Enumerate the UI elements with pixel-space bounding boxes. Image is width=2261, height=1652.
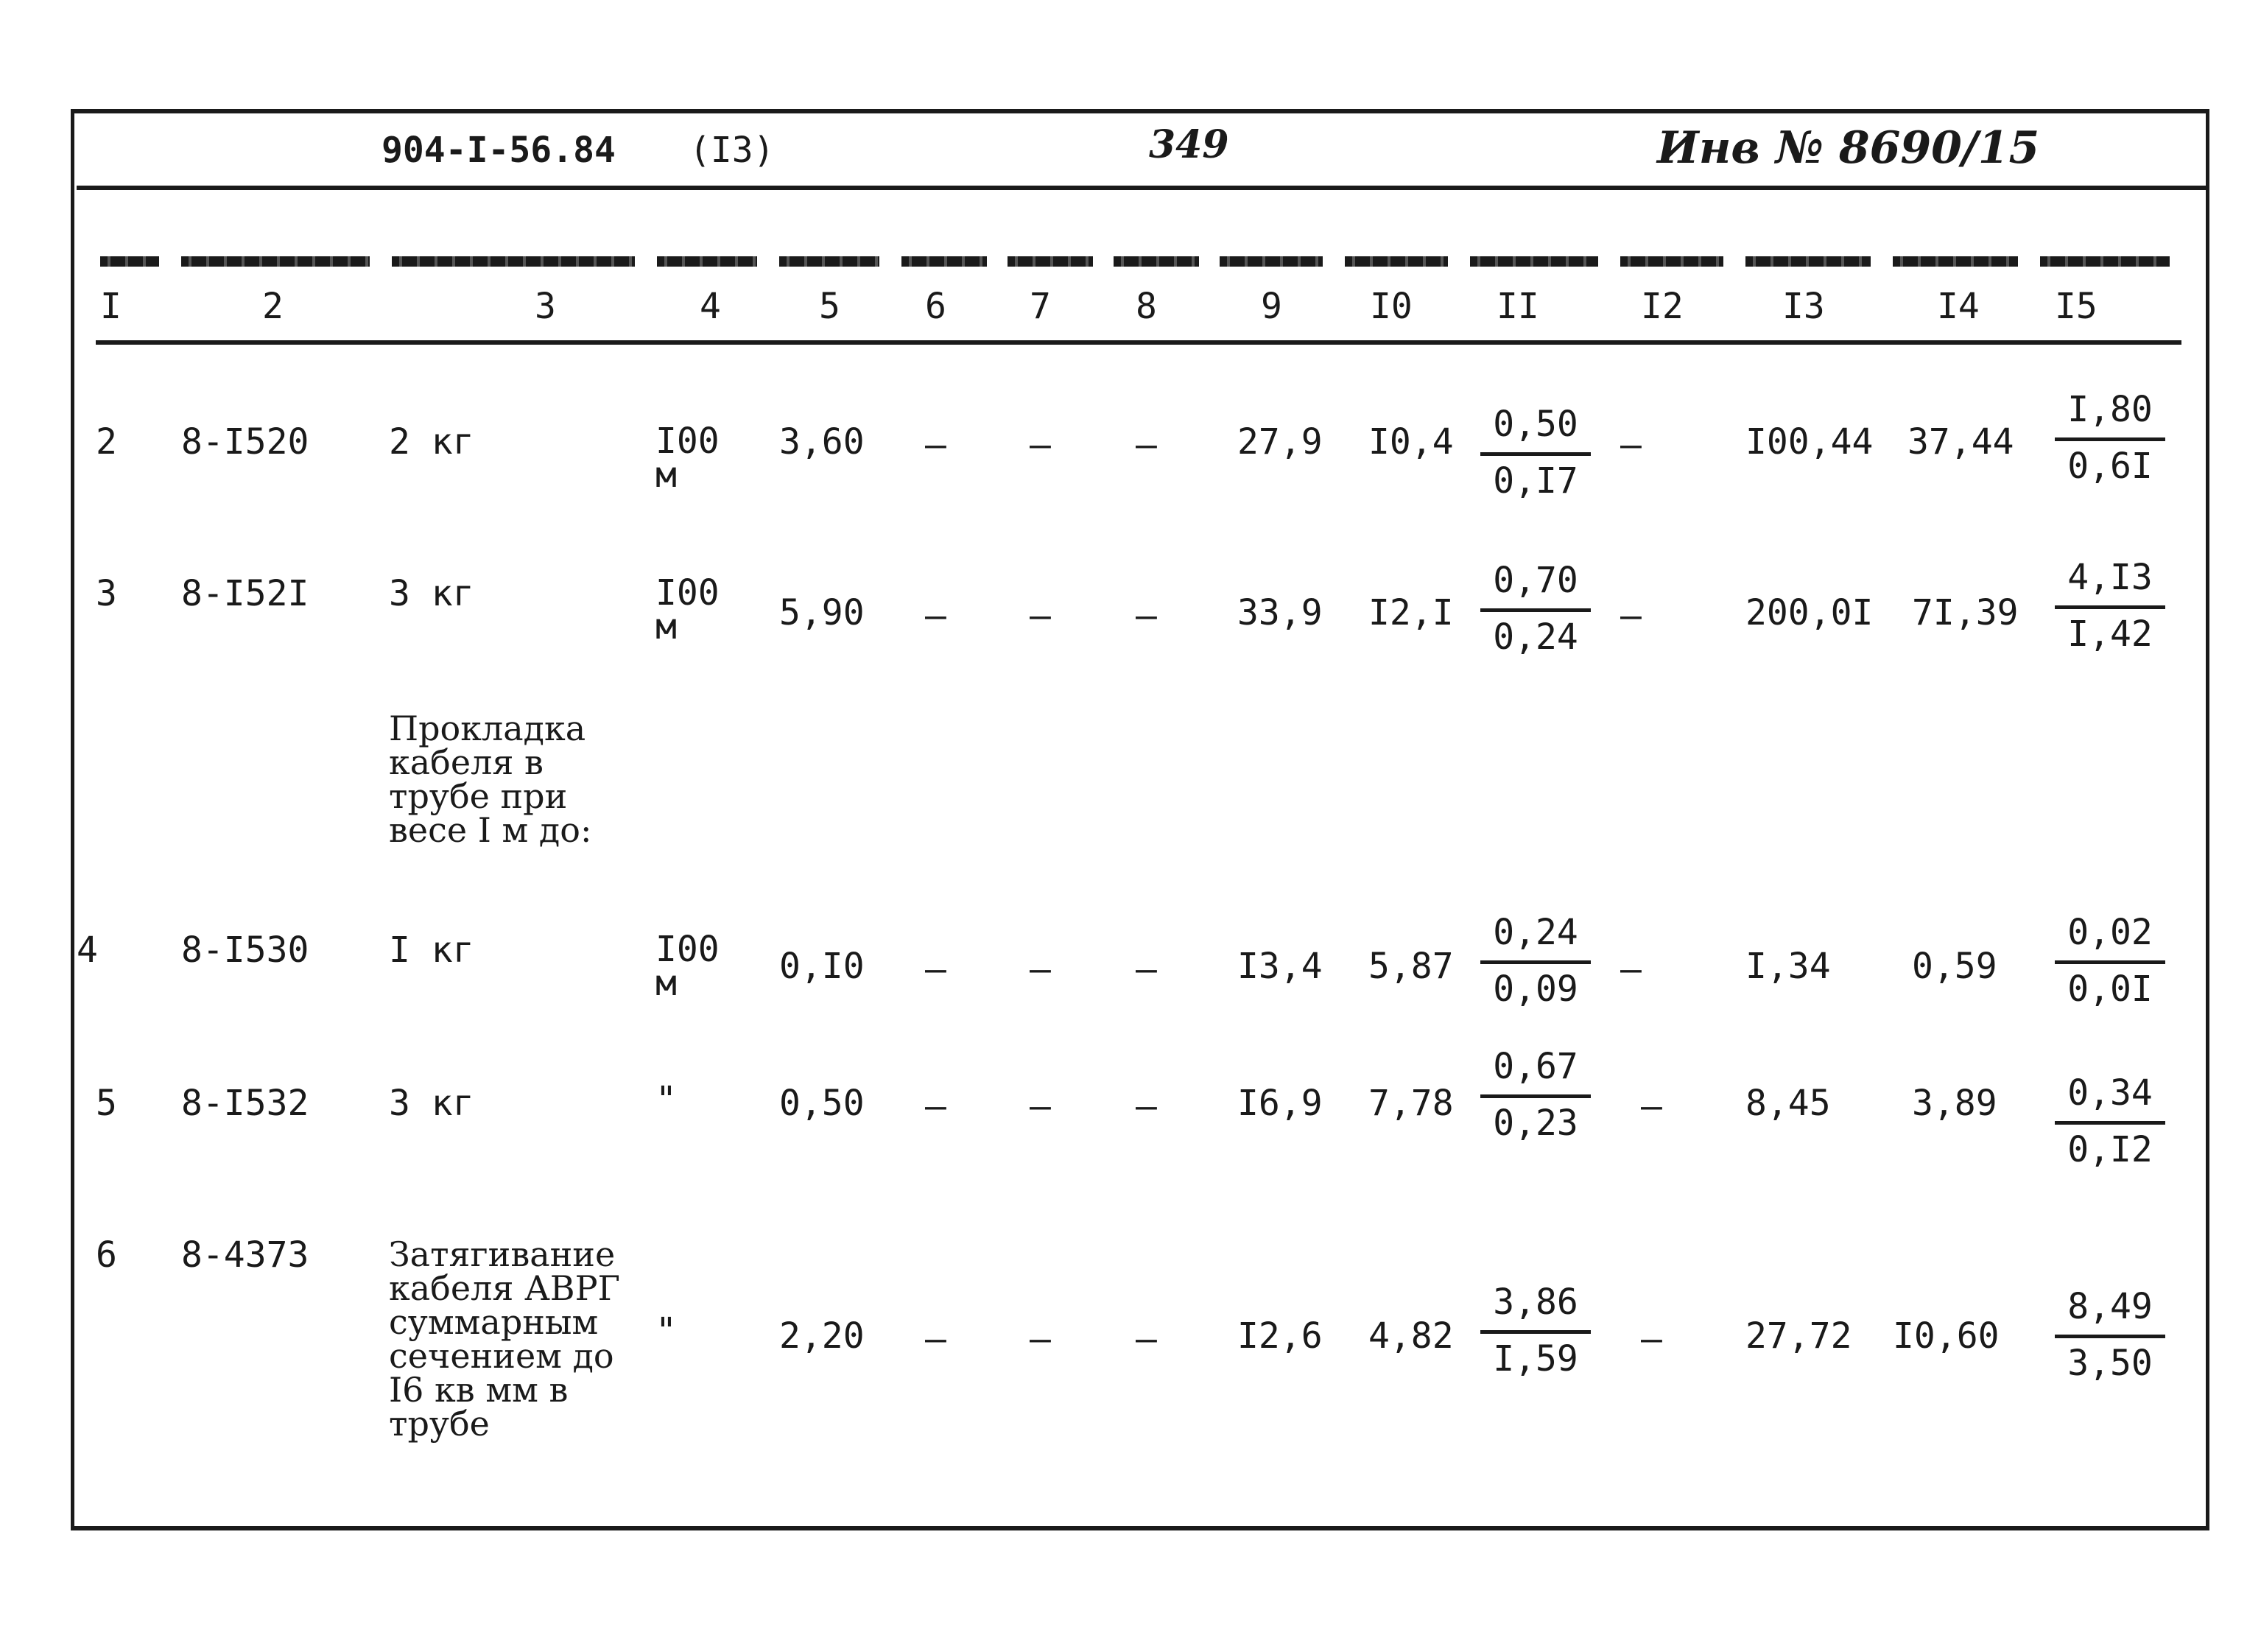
fraction-denominator: 0,6I bbox=[2067, 446, 2153, 487]
col-header-12: I2 bbox=[1641, 286, 1684, 327]
fraction-numerator: 0,34 bbox=[2055, 1072, 2165, 1125]
row-col5: 3,60 bbox=[779, 421, 865, 463]
row-col8: – bbox=[1136, 1086, 1157, 1127]
row-col11-fraction bbox=[1480, 404, 1591, 502]
fraction-numerator: 3,86 bbox=[1480, 1282, 1591, 1334]
row-unit: I00 м bbox=[655, 572, 720, 647]
row-col15-fraction bbox=[2055, 1072, 2165, 1170]
fraction-numerator: 0,67 bbox=[1480, 1046, 1591, 1098]
col-header-2: 2 bbox=[262, 286, 284, 327]
inventory-number: Инв № 8690/15 bbox=[1657, 122, 2040, 174]
fraction-denominator: 0,0I bbox=[2067, 969, 2153, 1010]
fraction-denominator: I,42 bbox=[2067, 614, 2153, 655]
row-col8: – bbox=[1136, 424, 1157, 465]
row-col11-fraction bbox=[1480, 560, 1591, 658]
col-header-11: II bbox=[1497, 286, 1539, 327]
row-description: 3 кг bbox=[389, 1083, 474, 1124]
fraction-denominator: 0,24 bbox=[1493, 616, 1578, 658]
row-col12: – bbox=[1641, 1086, 1662, 1127]
fraction-denominator: 0,23 bbox=[1493, 1103, 1578, 1144]
row-col12: – bbox=[1620, 949, 1642, 990]
col-header-15: I5 bbox=[2055, 286, 2098, 327]
row-col14: 3,89 bbox=[1912, 1083, 1997, 1124]
fraction-denominator: 0,09 bbox=[1493, 969, 1578, 1010]
row-unit: " bbox=[655, 1079, 677, 1120]
row-col14: 7I,39 bbox=[1912, 592, 2019, 633]
row-code: 8-I532 bbox=[181, 1083, 309, 1124]
row-col8: – bbox=[1136, 1318, 1157, 1360]
row-col10: I2,I bbox=[1368, 592, 1454, 633]
row-col15-fraction bbox=[2055, 1286, 2165, 1384]
row-col14: 0,59 bbox=[1912, 946, 1997, 987]
row-col7: – bbox=[1030, 595, 1051, 636]
fraction-numerator: 4,I3 bbox=[2055, 557, 2165, 609]
row-col9: 27,9 bbox=[1237, 421, 1323, 463]
col-header-9: 9 bbox=[1261, 286, 1282, 327]
col-header-3: 3 bbox=[535, 286, 556, 327]
row-col5: 0,I0 bbox=[779, 946, 865, 987]
row-col11-fraction bbox=[1480, 912, 1591, 1010]
section-heading: Прокладка кабеля в трубе при весе I м до: bbox=[389, 709, 592, 850]
row-col12: – bbox=[1620, 595, 1642, 636]
row-number: 6 bbox=[96, 1234, 117, 1276]
col-header-1: I bbox=[100, 286, 122, 327]
fraction-denominator: 0,I2 bbox=[2067, 1129, 2153, 1170]
col-header-8: 8 bbox=[1136, 286, 1157, 327]
row-col6: – bbox=[925, 949, 946, 990]
row-col14: 37,44 bbox=[1907, 421, 2014, 463]
row-col10: I0,4 bbox=[1368, 421, 1454, 463]
row-description: I кг bbox=[389, 929, 474, 971]
row-col7: – bbox=[1030, 1318, 1051, 1360]
row-unit: I00 м bbox=[655, 421, 720, 496]
col-header-6: 6 bbox=[925, 286, 946, 327]
fraction-numerator: 0,24 bbox=[1480, 912, 1591, 964]
col-header-4: 4 bbox=[700, 286, 721, 327]
row-col14: I0,60 bbox=[1893, 1315, 2000, 1357]
header-rule bbox=[77, 186, 2207, 190]
row-code: 8-I530 bbox=[181, 929, 309, 971]
col-header-7: 7 bbox=[1030, 286, 1051, 327]
row-number: 4 bbox=[77, 929, 98, 971]
row-description: 3 кг bbox=[389, 573, 474, 614]
row-col11-fraction bbox=[1480, 1046, 1591, 1144]
column-header-rule bbox=[96, 340, 2181, 345]
row-code: 8-4373 bbox=[181, 1234, 309, 1276]
row-col7: – bbox=[1030, 1086, 1051, 1127]
col-header-10: I0 bbox=[1370, 286, 1413, 327]
row-number: 5 bbox=[96, 1083, 117, 1124]
row-col10: 7,78 bbox=[1368, 1083, 1454, 1124]
row-col7: – bbox=[1030, 949, 1051, 990]
row-col15-fraction bbox=[2055, 557, 2165, 655]
fraction-numerator: 0,70 bbox=[1480, 560, 1591, 612]
col-header-13: I3 bbox=[1782, 286, 1825, 327]
row-col5: 0,50 bbox=[779, 1083, 865, 1124]
row-col7: – bbox=[1030, 424, 1051, 465]
fraction-numerator: I,80 bbox=[2055, 389, 2165, 441]
row-col13: I00,44 bbox=[1745, 421, 1874, 463]
row-col13: 8,45 bbox=[1745, 1083, 1831, 1124]
row-description: 2 кг bbox=[389, 421, 474, 463]
row-col15-fraction bbox=[2055, 389, 2165, 487]
row-col6: – bbox=[925, 595, 946, 636]
row-col6: – bbox=[925, 1086, 946, 1127]
row-number: 2 bbox=[96, 421, 117, 463]
page-number: 349 bbox=[1149, 122, 1229, 167]
row-col6: – bbox=[925, 424, 946, 465]
fraction-numerator: 8,49 bbox=[2055, 1286, 2165, 1338]
fraction-denominator: 3,50 bbox=[2067, 1343, 2153, 1384]
fraction-denominator: 0,I7 bbox=[1493, 460, 1578, 502]
row-col13: 200,0I bbox=[1745, 592, 1874, 633]
row-col12: – bbox=[1641, 1318, 1662, 1360]
row-col11-fraction bbox=[1480, 1282, 1591, 1379]
row-code: 8-I52I bbox=[181, 573, 309, 614]
row-col9: 33,9 bbox=[1237, 592, 1323, 633]
sheet-number: (I3) bbox=[689, 130, 775, 171]
row-col12: – bbox=[1620, 424, 1642, 465]
row-col10: 4,82 bbox=[1368, 1315, 1454, 1357]
row-col10: 5,87 bbox=[1368, 946, 1454, 987]
row-col5: 2,20 bbox=[779, 1315, 865, 1357]
row-number: 3 bbox=[96, 573, 117, 614]
row-description: Затягивание кабеля АВРГ суммарным сечением до I6 кв мм в трубе bbox=[389, 1234, 621, 1444]
row-col9: I2,6 bbox=[1237, 1315, 1323, 1357]
row-col9: I6,9 bbox=[1237, 1083, 1323, 1124]
row-unit: " bbox=[655, 1310, 677, 1352]
row-col8: – bbox=[1136, 949, 1157, 990]
row-col13: I,34 bbox=[1745, 946, 1831, 987]
row-col5: 5,90 bbox=[779, 592, 865, 633]
fraction-numerator: 0,02 bbox=[2055, 912, 2165, 964]
fraction-denominator: I,59 bbox=[1493, 1338, 1578, 1379]
row-code: 8-I520 bbox=[181, 421, 309, 463]
fraction-numerator: 0,50 bbox=[1480, 404, 1591, 456]
row-col9: I3,4 bbox=[1237, 946, 1323, 987]
col-header-5: 5 bbox=[819, 286, 840, 327]
row-col8: – bbox=[1136, 595, 1157, 636]
col-header-14: I4 bbox=[1937, 286, 1980, 327]
document-code: 904-I-56.84 bbox=[381, 130, 616, 171]
row-unit: I00 м bbox=[655, 929, 720, 1004]
row-col13: 27,72 bbox=[1745, 1315, 1852, 1357]
row-col6: – bbox=[925, 1318, 946, 1360]
row-col15-fraction bbox=[2055, 912, 2165, 1010]
